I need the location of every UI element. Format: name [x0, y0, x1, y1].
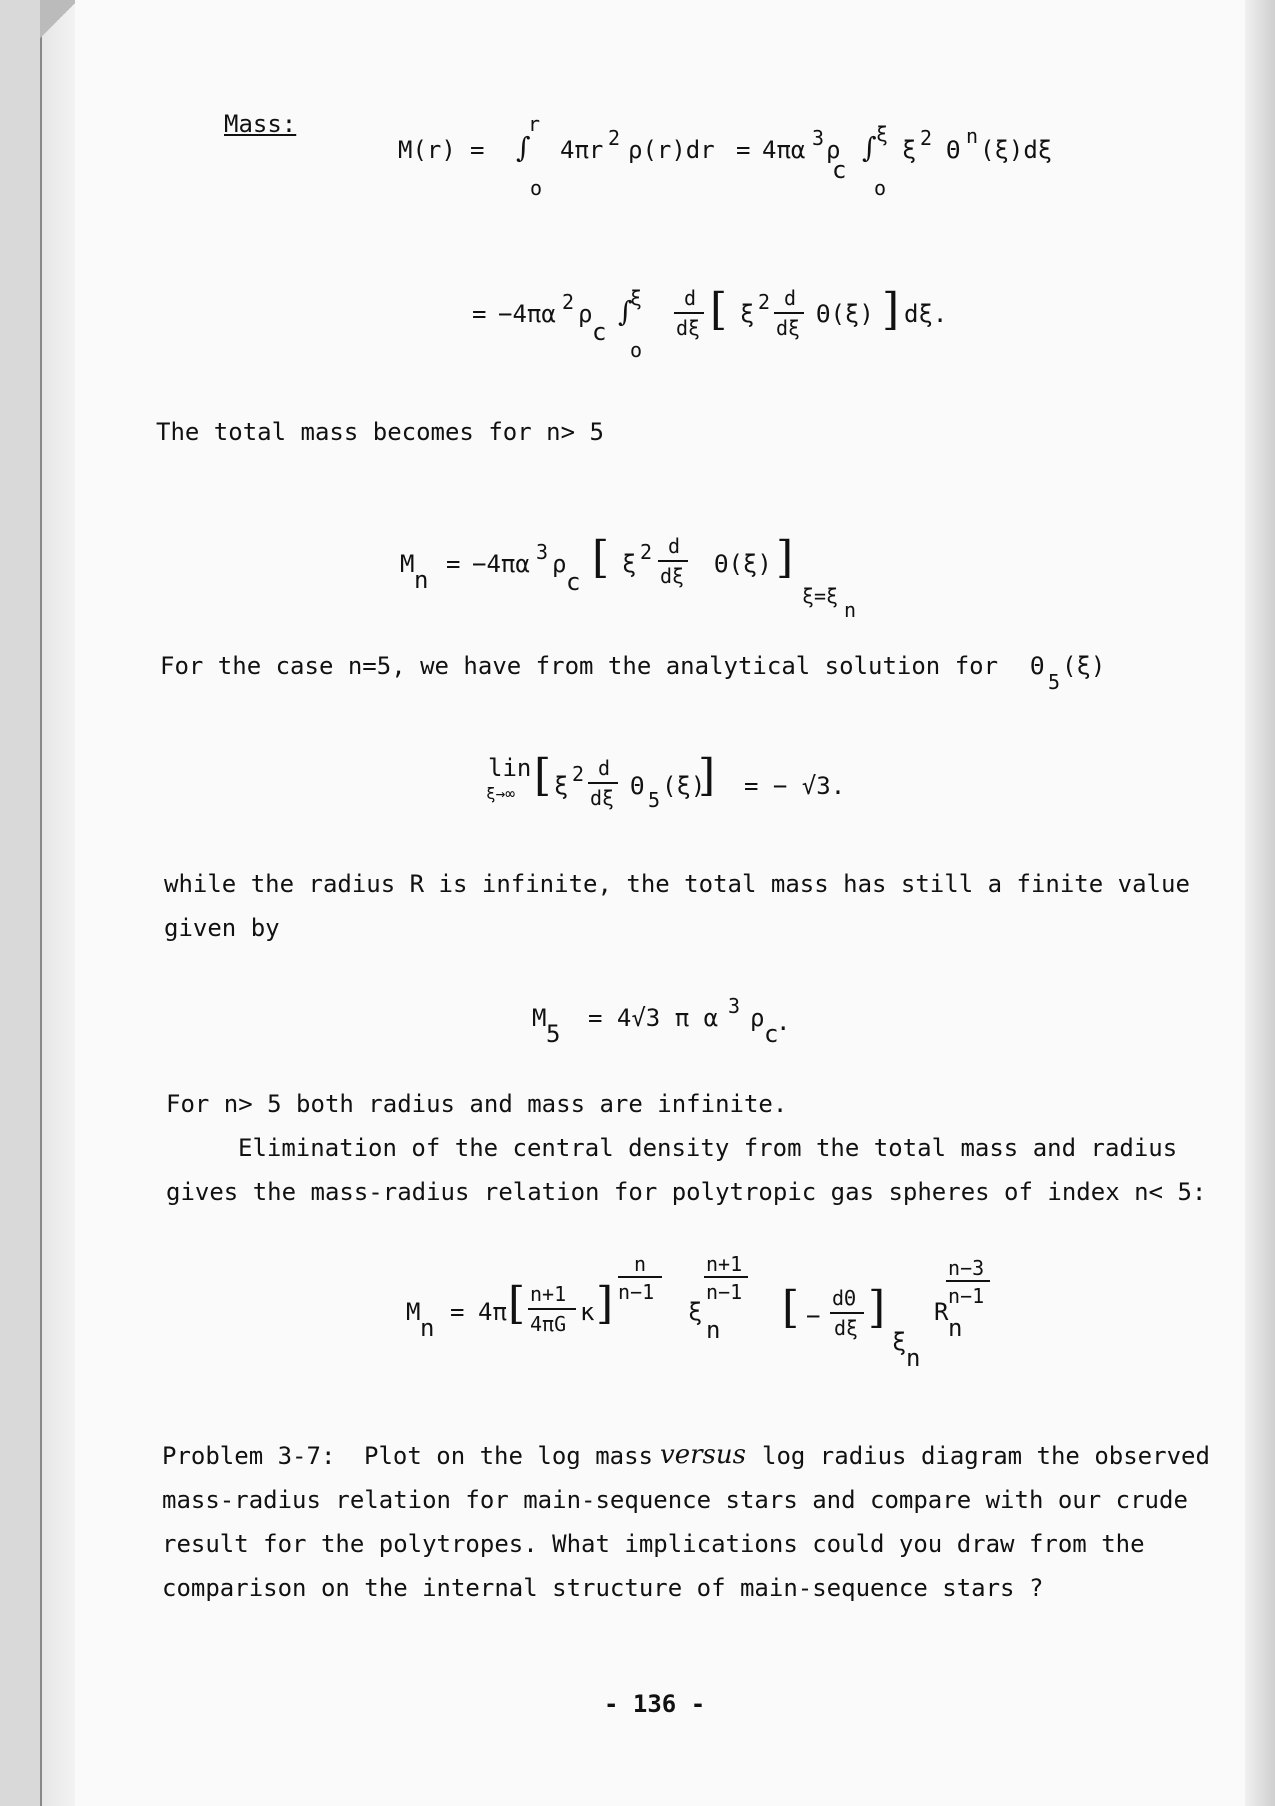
limit-subscript: ξ→∞ [486, 784, 515, 803]
problem-text: Plot on the log mass [364, 1442, 653, 1470]
eq-equals: = [472, 300, 487, 328]
int-upper-limit: ξ [876, 122, 889, 146]
fraction-bar [618, 1276, 662, 1278]
mass-symbol: M [532, 1004, 547, 1032]
subscript: 5 [648, 788, 661, 812]
kappa-symbol: κ [580, 1298, 595, 1326]
xi-symbol: ξ [740, 300, 755, 328]
int-lower-limit: o [630, 338, 643, 362]
eq-equals: = [446, 550, 461, 578]
mass-symbol: M [406, 1298, 421, 1326]
xi-symbol: ξ [902, 136, 917, 164]
exponent: 3 [728, 994, 741, 1018]
mass-symbol: M [400, 550, 415, 578]
exponent-denominator: n−1 [706, 1280, 743, 1304]
minus-sign: − [806, 1302, 821, 1330]
integrand-term: (ξ)dξ [980, 136, 1053, 164]
frac-numerator: d [668, 534, 681, 558]
frac-numerator: n+1 [530, 1282, 567, 1306]
frac-denominator: dξ [676, 316, 701, 340]
fraction-bar [774, 312, 804, 314]
paragraph-total-mass: The total mass becomes for n> 5 [156, 418, 604, 446]
right-bracket: ] [698, 750, 716, 801]
page-number: - 136 - [604, 1690, 706, 1718]
equation-rhs: = 4√3 π α [588, 1004, 719, 1032]
coefficient: −4πα [472, 550, 530, 578]
eq-lhs: M(r) [398, 136, 456, 164]
coefficient: 4π [478, 1298, 507, 1326]
paragraph-text: For the case n=5, we have from the analytical solution for [160, 652, 999, 680]
subscript: 5 [1048, 670, 1061, 694]
paragraph-radius-line2: given by [164, 914, 280, 942]
exponent: 3 [536, 540, 549, 564]
paragraph-n-greater-5: For n> 5 both radius and mass are infinite. [166, 1090, 788, 1118]
left-bracket: [ [782, 1282, 800, 1333]
paragraph-radius-line1: while the radius R is infinite, the total mass has still a finite value [164, 870, 1190, 898]
coefficient: 4πα [762, 136, 806, 164]
argument: (ξ) [1062, 652, 1106, 680]
coefficient: −4πα [498, 300, 556, 328]
problem-label: Problem 3-7: [162, 1442, 336, 1470]
radius-symbol: R [934, 1298, 949, 1326]
integral-sign: ∫ [862, 131, 877, 164]
fraction-bar [704, 1276, 748, 1278]
subscript: n [844, 598, 857, 622]
exponent: n [966, 124, 979, 148]
subscript: c [832, 156, 847, 184]
fraction-bar [946, 1280, 990, 1282]
subscript: c [566, 568, 581, 596]
exponent: 2 [572, 762, 585, 786]
evaluation-limit: ξ=ξ [802, 584, 839, 608]
rho-symbol: ρ [750, 1004, 765, 1032]
frac-denominator: dξ [590, 786, 615, 810]
xi-symbol: ξ [622, 550, 637, 578]
problem-text: comparison on the internal structure of main-sequence stars ? [162, 1574, 1044, 1602]
equation-rhs: = − √3. [744, 772, 846, 800]
exponent-denominator: n−1 [948, 1284, 985, 1308]
subscript: 5 [546, 1020, 561, 1048]
page-edge-shadow [1245, 0, 1275, 1806]
exponent: 2 [758, 290, 771, 314]
frac-denominator: 4πG [530, 1312, 567, 1336]
left-bracket: [ [508, 1278, 526, 1329]
exponent: 3 [812, 126, 825, 150]
theta-function: Θ(ξ) [714, 550, 772, 578]
xi-symbol: ξ [554, 772, 569, 800]
exponent: 2 [562, 290, 575, 314]
integral-sign: ∫ [516, 131, 531, 164]
rho-symbol: ρ [552, 550, 567, 578]
theta-function: Θ(ξ) [816, 300, 874, 328]
left-bracket: [ [710, 284, 728, 335]
book-spine [40, 0, 78, 1806]
limit-operator: lin [488, 754, 532, 782]
rho-symbol: ρ [578, 300, 593, 328]
integrand-term: ρ(r)dr [628, 136, 715, 164]
int-lower-limit: o [530, 176, 543, 200]
right-bracket: ] [776, 532, 794, 583]
exponent-numerator: n−3 [948, 1256, 985, 1280]
int-upper-limit: ξ [630, 286, 643, 310]
frac-numerator: d [598, 756, 611, 780]
subscript: n [906, 1344, 921, 1372]
exponent-numerator: n+1 [706, 1252, 743, 1276]
mass-label: Mass: [224, 110, 297, 138]
argument: (ξ) [662, 772, 706, 800]
fraction-bar [830, 1312, 864, 1314]
paragraph-elimination-line2: gives the mass-radius relation for polytropic gas spheres of index n< 5: [166, 1178, 1207, 1206]
exponent: 2 [608, 126, 621, 150]
problem-text: result for the polytropes. What implications could you draw from the [162, 1530, 1145, 1558]
differential: dξ. [904, 300, 948, 328]
exponent-numerator: n [634, 1252, 647, 1276]
int-lower-limit: o [874, 176, 887, 200]
frac-denominator: dξ [776, 316, 801, 340]
paragraph-elimination-line1: Elimination of the central density from the total mass and radius [238, 1134, 1178, 1162]
eq-equals: = [470, 136, 485, 164]
eq-equals: = [736, 136, 751, 164]
integral-sign: ∫ [618, 295, 633, 328]
integrand-term: 4πr [560, 136, 604, 164]
problem-emphasis: versus [660, 1440, 746, 1470]
subscript: c [764, 1020, 779, 1048]
subscript: n [414, 566, 429, 594]
period: . [776, 1008, 791, 1036]
subscript: n [420, 1314, 435, 1342]
exponent: 2 [920, 126, 933, 150]
int-upper-limit: r [528, 112, 541, 136]
theta-symbol: Θ [1030, 652, 1045, 680]
spine-corner [40, 0, 76, 40]
subscript: c [592, 318, 607, 346]
frac-denominator: dξ [834, 1316, 859, 1340]
right-bracket: ] [596, 1278, 614, 1329]
frac-numerator: d [684, 286, 697, 310]
left-bracket: [ [592, 532, 610, 583]
subscript: n [948, 1314, 963, 1342]
theta-symbol: Θ [946, 136, 961, 164]
fraction-bar [528, 1308, 576, 1310]
right-bracket: ] [868, 1282, 886, 1333]
left-bracket: [ [534, 750, 552, 801]
evaluation-xi: ξ [892, 1328, 907, 1356]
fraction-bar [658, 560, 688, 562]
problem-text: log radius diagram the observed [762, 1442, 1210, 1470]
frac-denominator: dξ [660, 564, 685, 588]
right-bracket: ] [882, 284, 900, 335]
frac-numerator: dΘ [832, 1286, 857, 1310]
fraction-bar [674, 312, 704, 314]
eq-equals: = [450, 1298, 465, 1326]
subscript: n [706, 1316, 721, 1344]
rho-symbol: ρ [826, 136, 841, 164]
problem-text: mass-radius relation for main-sequence stars and compare with our crude [162, 1486, 1188, 1514]
exponent-denominator: n−1 [618, 1280, 655, 1304]
frac-numerator: d [784, 286, 797, 310]
theta-symbol: Θ [630, 772, 645, 800]
xi-symbol: ξ [688, 1298, 703, 1326]
fraction-bar [588, 782, 618, 784]
exponent: 2 [640, 540, 653, 564]
